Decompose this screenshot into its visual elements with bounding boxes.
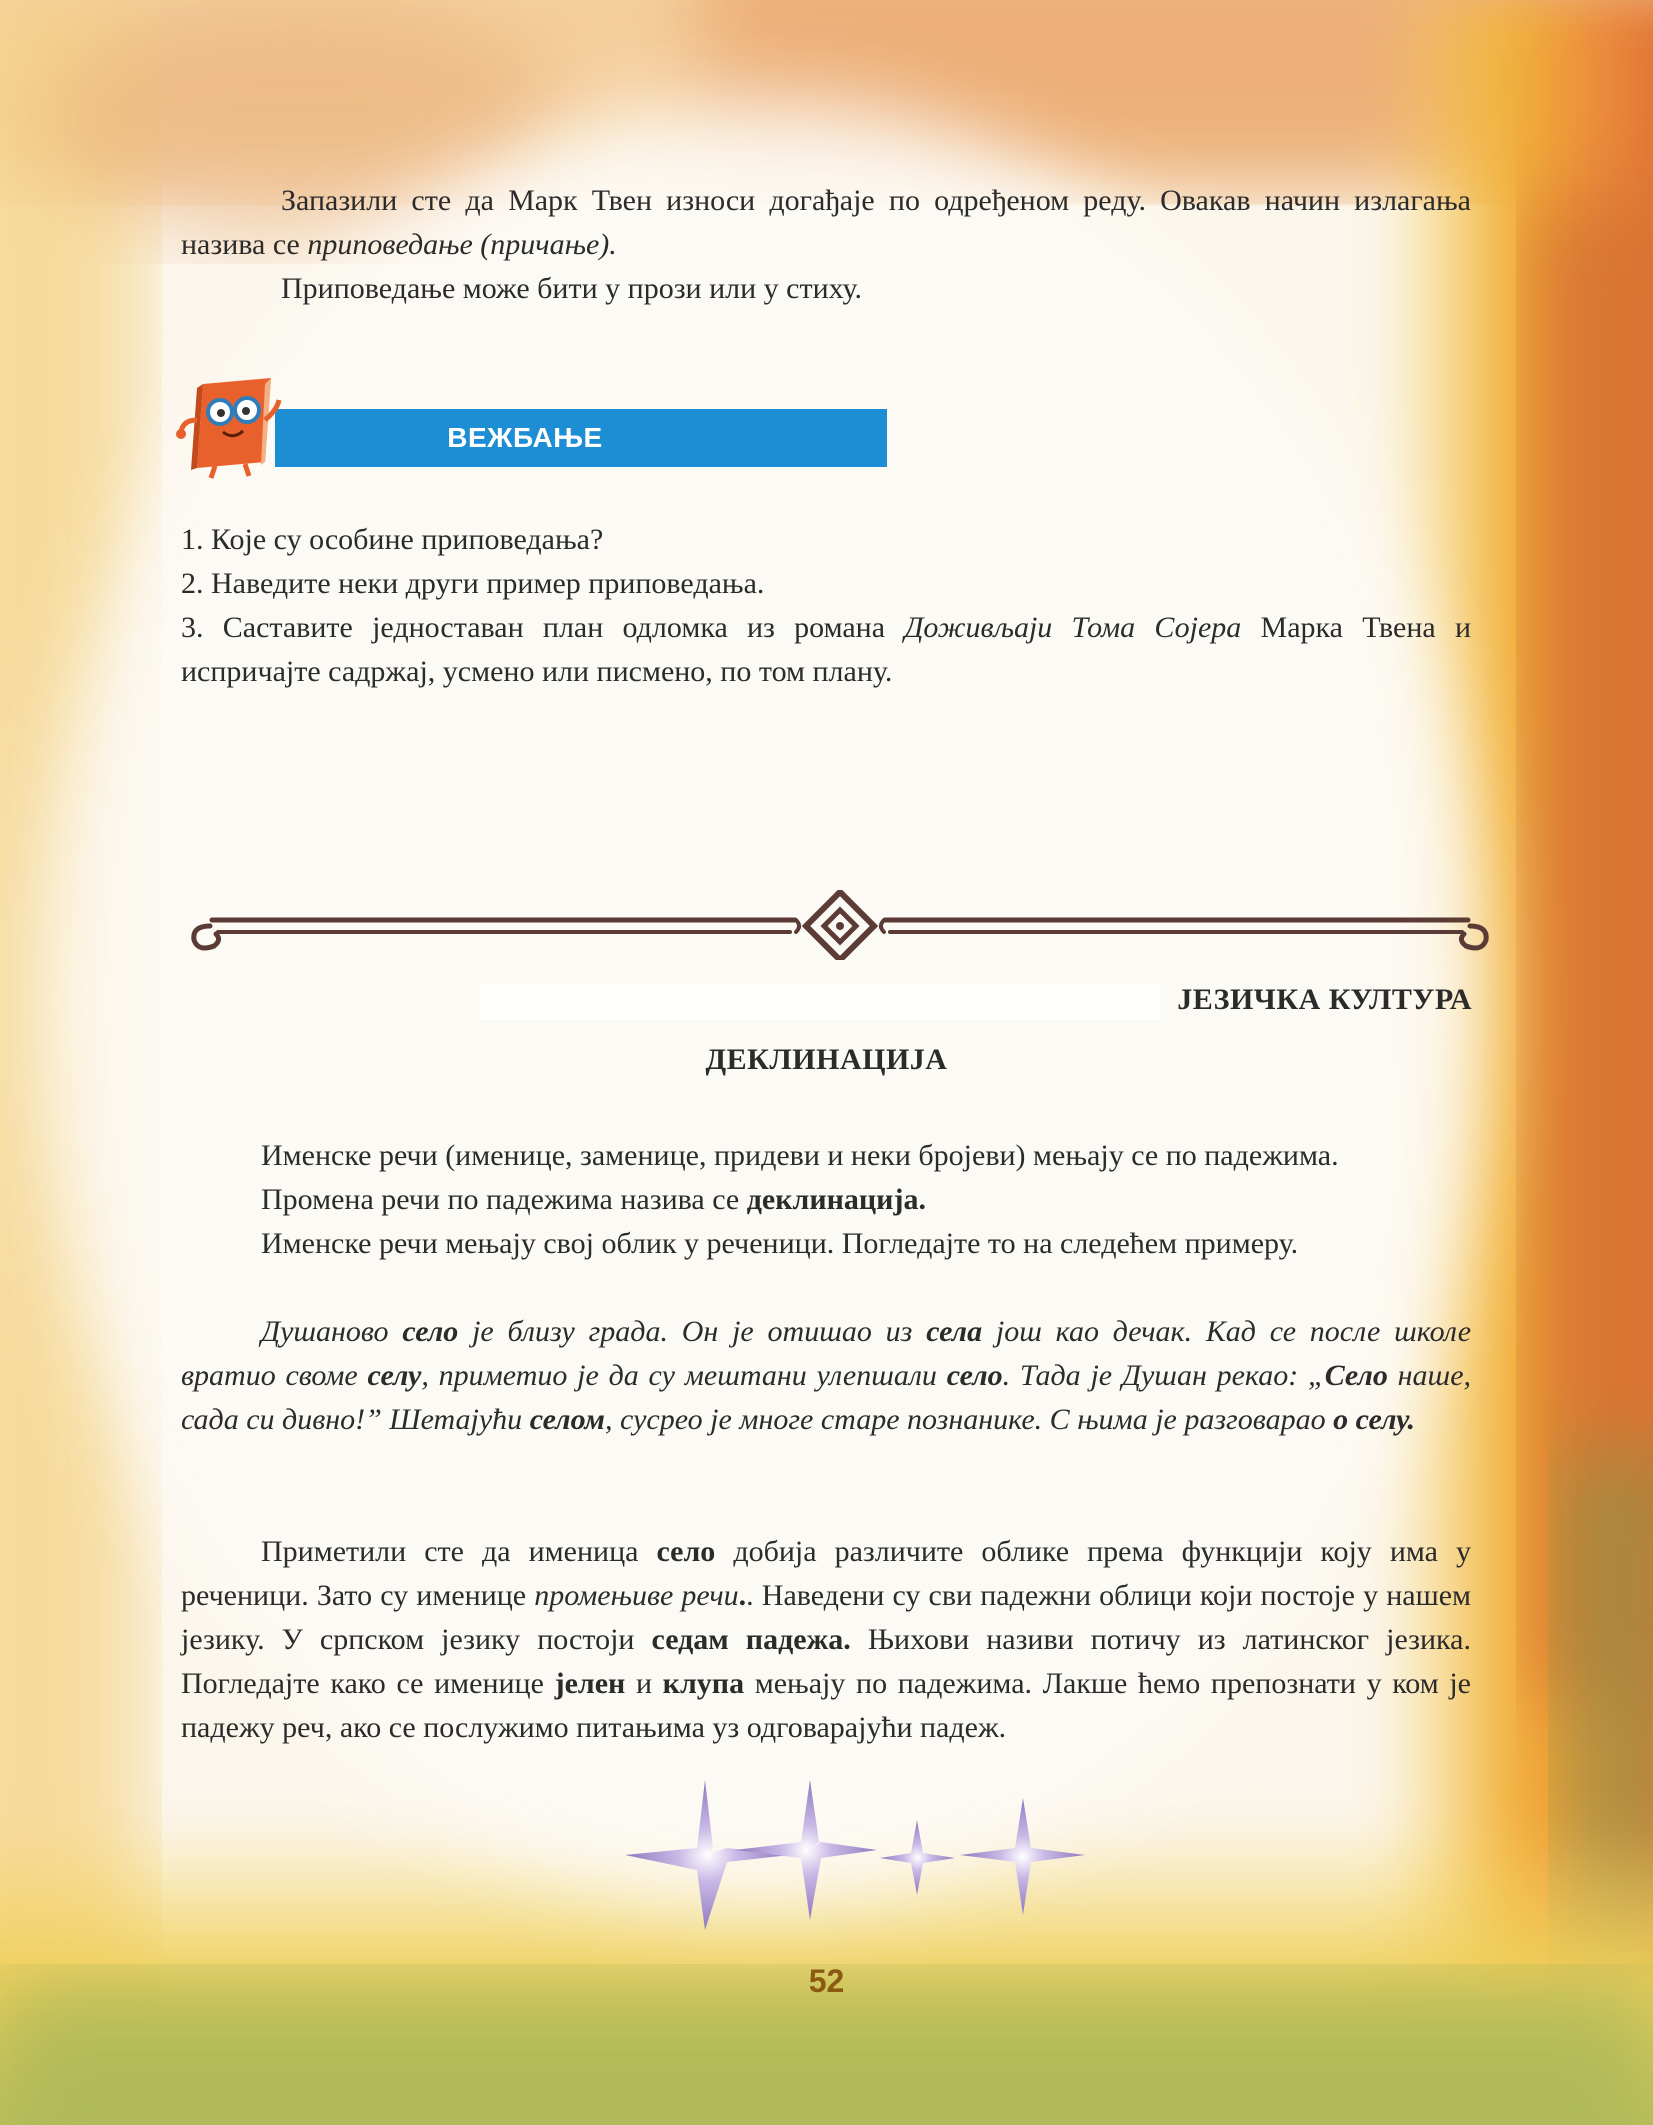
definition-text-3: Именске речи мењају свој облик у реченици. Погледајте то на следећем примеру. (261, 1227, 1299, 1260)
star-icon (880, 1820, 955, 1895)
definition-text-1: Именске речи (именице, заменице, придеви и неки бројеви) мењају се по падежима. (261, 1139, 1339, 1172)
explanation-keyword: седам падежа. (651, 1623, 851, 1656)
star-icon (960, 1798, 1085, 1915)
explanation-text: Њихови називи потичу из латинског језика. Погледајте како се именице (181, 1623, 1471, 1700)
question-3-text-end: Марка Твена и испричајте садржај, усмено или писмено, по том плану. (181, 611, 1471, 688)
exercise-title: ВЕЖБАЊЕ (447, 422, 603, 453)
example-keyword: селом (529, 1403, 605, 1436)
example-text: је близу града. Он је отишао из (458, 1315, 927, 1348)
section-label-backdrop (480, 984, 1160, 1020)
question-2: 2. Наведите неки други пример приповедања. (181, 567, 765, 600)
section-label: ЈЕЗИЧКА КУЛТУРА (1177, 983, 1472, 1016)
explanation-paragraph: Приметили сте да именица село добија различите облике према функцији коју има у реченици. Зато су именице промењиве речи.. Наведени су сви падежни облици који постоје у нашем језику. У српском језику постоји седам падежа. Њихови називи потичу из латинског језика. Погледајте како се именице јелен и клупа мењају по падежима. Лакше ћемо препознати у ком је падежу реч, ако се послужимо питањима уз одговарајући падеж. (181, 1535, 1472, 1744)
lesson-title: ДЕКЛИНАЦИЈА (705, 1043, 948, 1076)
example-keyword: Село (1324, 1359, 1388, 1392)
definition-line-1 (181, 1134, 1471, 1178)
explanation-text: . Наведени су сви падежни облици који постоје у нашем језику. У српском језику постоји (181, 1579, 1472, 1656)
intro-text-2: Приповедање може бити у прози или у стиху. (281, 272, 863, 305)
example-paragraph (181, 1310, 1471, 1442)
example-text: још као дечак. Кад се после школе вратио своме (181, 1315, 1472, 1392)
example-keyword: село (402, 1315, 459, 1348)
question-1: 1. Које су особине приповедања? (181, 523, 604, 556)
exercise-banner (180, 375, 710, 470)
explanation-text: добија различите облике према функцији коју има у реченици. Зато су именице (181, 1535, 1471, 1612)
example-text: , сусрео је многе старе познанике. С њима је разговарао (604, 1403, 1334, 1436)
exercise-questions (181, 518, 1471, 694)
star-icon (625, 1780, 790, 1930)
definition-line-3 (181, 1222, 1471, 1266)
example-text: наше, сада си дивно!” Шетајући (181, 1359, 1472, 1436)
example-keyword: селу (367, 1359, 422, 1392)
intro-text: Запазили сте да Марк Твен износи догађаје по одређеном реду. Овакав начин излагања назива се (181, 184, 1471, 261)
explanation-keyword: клупа (662, 1667, 745, 1700)
example-keyword: о селу. (1333, 1403, 1415, 1436)
ornamental-divider (190, 890, 1490, 960)
page-number: 52 (808, 1963, 845, 1999)
explanation-keyword: јелен (554, 1667, 626, 1700)
explanation-text: мењају по падежима. Лакше ћемо препознати у ком је падежу реч, ако се послужимо питањима уз одговарајући падеж. (181, 1667, 1471, 1744)
star-icon (735, 1780, 877, 1920)
decorative-stars (615, 1780, 1095, 1930)
intro-term: приповедање (причање). (307, 228, 617, 261)
explanation-keyword: село (656, 1535, 716, 1568)
intro-paragraph (181, 179, 1471, 267)
question-3 (181, 606, 1471, 694)
explanation-text: Приметили сте да именица (261, 1535, 657, 1568)
example-text: . Тада је Душан рекао: „ (1002, 1359, 1325, 1392)
explanation-term: промењиве речи (534, 1579, 739, 1612)
definition-term: деклинација. (746, 1183, 926, 1216)
definition-text-2: Промена речи по падежима назива се (261, 1183, 747, 1216)
definition-line-2 (181, 1178, 1471, 1222)
explanation-text: и (625, 1667, 663, 1700)
example-text: Душаново (261, 1315, 403, 1348)
example-text: , приметио је да су мештани улепшали (421, 1359, 947, 1392)
book-mascot-icon (175, 370, 285, 480)
question-3-text: 3. Саставите једноставан план одломка из романа (181, 611, 905, 644)
example-keyword: село (946, 1359, 1003, 1392)
intro-paragraph-2 (181, 267, 1471, 311)
example-keyword: села (926, 1315, 983, 1348)
novel-title: Доживљаји Тома Сојера (904, 611, 1242, 644)
